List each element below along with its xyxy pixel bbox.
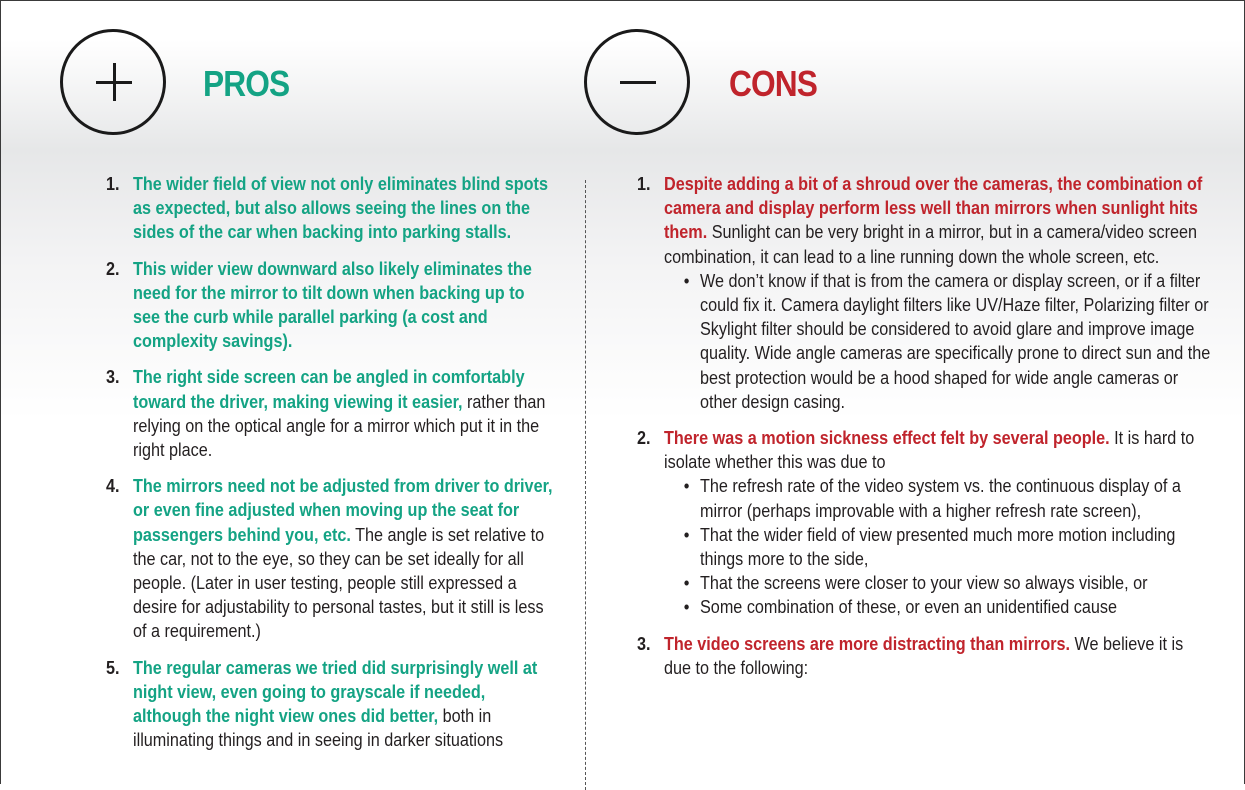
cons-item-text: We believe it is due to the following: bbox=[664, 633, 1184, 678]
pros-item bbox=[106, 257, 554, 354]
item-number: 3. bbox=[637, 633, 651, 654]
item-number: 2. bbox=[106, 258, 120, 279]
cons-item-highlight: Despite adding a bit of a shroud over the cameras, the combination of camera and display perform less well than mirrors when sunlight hits them. bbox=[664, 174, 1203, 243]
pros-item bbox=[106, 365, 554, 462]
pros-item bbox=[106, 656, 554, 753]
bullet-icon: • bbox=[683, 270, 690, 291]
item-number: 2. bbox=[637, 428, 651, 449]
pros-item-text: both in illuminating things and in seeing in darker situations bbox=[133, 706, 504, 751]
column-divider bbox=[585, 180, 586, 790]
pros-item-text: rather than relying on the optical angle for a mirror which put it in the right place. bbox=[133, 391, 546, 461]
sub-bullet bbox=[664, 269, 1212, 414]
sub-bullet-text: That the wider field of view presented much more motion including things more to the side, bbox=[700, 524, 1176, 570]
sub-bullet-list bbox=[664, 269, 1212, 414]
cons-heading: CONS bbox=[729, 63, 818, 104]
plus-icon bbox=[60, 29, 166, 135]
cons-list bbox=[637, 172, 1212, 680]
cons-item-highlight: There was a motion sickness effect felt by several people. bbox=[664, 428, 1110, 449]
cons-item bbox=[637, 426, 1212, 620]
sub-bullet bbox=[664, 523, 1212, 571]
pros-item-highlight: The regular cameras we tried did surprisingly well at night view, even going to grayscale if needed, although the night view ones did better, bbox=[133, 657, 538, 727]
pros-heading: PROS bbox=[203, 63, 290, 104]
sub-bullet-list bbox=[664, 474, 1212, 619]
pros-item bbox=[106, 474, 554, 643]
cons-item bbox=[637, 632, 1212, 680]
sub-bullet-text: That the screens were closer to your view so always visible, or bbox=[700, 573, 1148, 594]
pros-item-highlight: This wider view downward also likely eliminates the need for the mirror to tilt down when backing up to see the curb while parallel parking (a cost and complexity savings). bbox=[133, 258, 532, 352]
bullet-icon: • bbox=[683, 476, 690, 497]
item-number: 5. bbox=[106, 657, 120, 678]
pros-item bbox=[106, 172, 554, 245]
cons-column bbox=[637, 172, 1212, 692]
cons-item-highlight: The video screens are more distracting than mirrors. bbox=[664, 633, 1071, 654]
sub-bullet-text: We don’t know if that is from the camera or display screen, or if a filter could fix it. Camera daylight filters like UV/Haze filter, Polarizing filter or Skylight filter should be considered to avoid glare and improve image quality. Wide angle cameras are specifically prone to direct sun and the best protection would be a hood shaped for wide angle cameras or other design casing. bbox=[700, 270, 1211, 412]
item-number: 4. bbox=[106, 476, 120, 497]
sub-bullet bbox=[664, 571, 1212, 595]
sub-bullet bbox=[664, 474, 1212, 522]
item-number: 1. bbox=[106, 174, 120, 194]
pros-item-text: The angle is set relative to the car, not to the eye, so they can be set ideally for all people. (Later in user testing, people still expressed a desire for adjustability to personal tastes, but it still is less of a requirement.) bbox=[133, 524, 545, 642]
sub-bullet-text: The refresh rate of the video system vs. the continuous display of a mirror (perhaps improvable with a higher refresh rate screen), bbox=[700, 476, 1181, 521]
bullet-icon: • bbox=[683, 573, 690, 594]
minus-icon bbox=[584, 29, 690, 135]
bullet-icon: • bbox=[683, 597, 690, 618]
pros-item-highlight: The wider field of view not only eliminates blind spots as expected, but also allows seeing the lines on the sides of the car when backing into parking stalls. bbox=[133, 174, 548, 243]
cons-item bbox=[637, 172, 1212, 414]
pros-item-highlight: The mirrors need not be adjusted from driver to driver, or even fine adjusted when moving up the seat for passengers behind you, etc. bbox=[133, 476, 553, 545]
item-number: 1. bbox=[637, 174, 651, 194]
pros-list bbox=[106, 172, 554, 752]
bullet-icon: • bbox=[683, 524, 690, 545]
sub-bullet-text: Some combination of these, or even an unidentified cause bbox=[700, 597, 1117, 618]
pros-item-highlight: The right side screen can be angled in comfortably toward the driver, making viewing it easier, bbox=[133, 367, 525, 412]
cons-item-text: It is hard to isolate whether this was due to bbox=[664, 428, 1195, 473]
item-number: 3. bbox=[106, 367, 120, 388]
sub-bullet bbox=[664, 595, 1212, 619]
pros-column bbox=[106, 172, 554, 764]
cons-item-text: Sunlight can be very bright in a mirror, but in a camera/video screen combination, it can lead to a line running down the whole screen, etc. bbox=[664, 222, 1198, 267]
